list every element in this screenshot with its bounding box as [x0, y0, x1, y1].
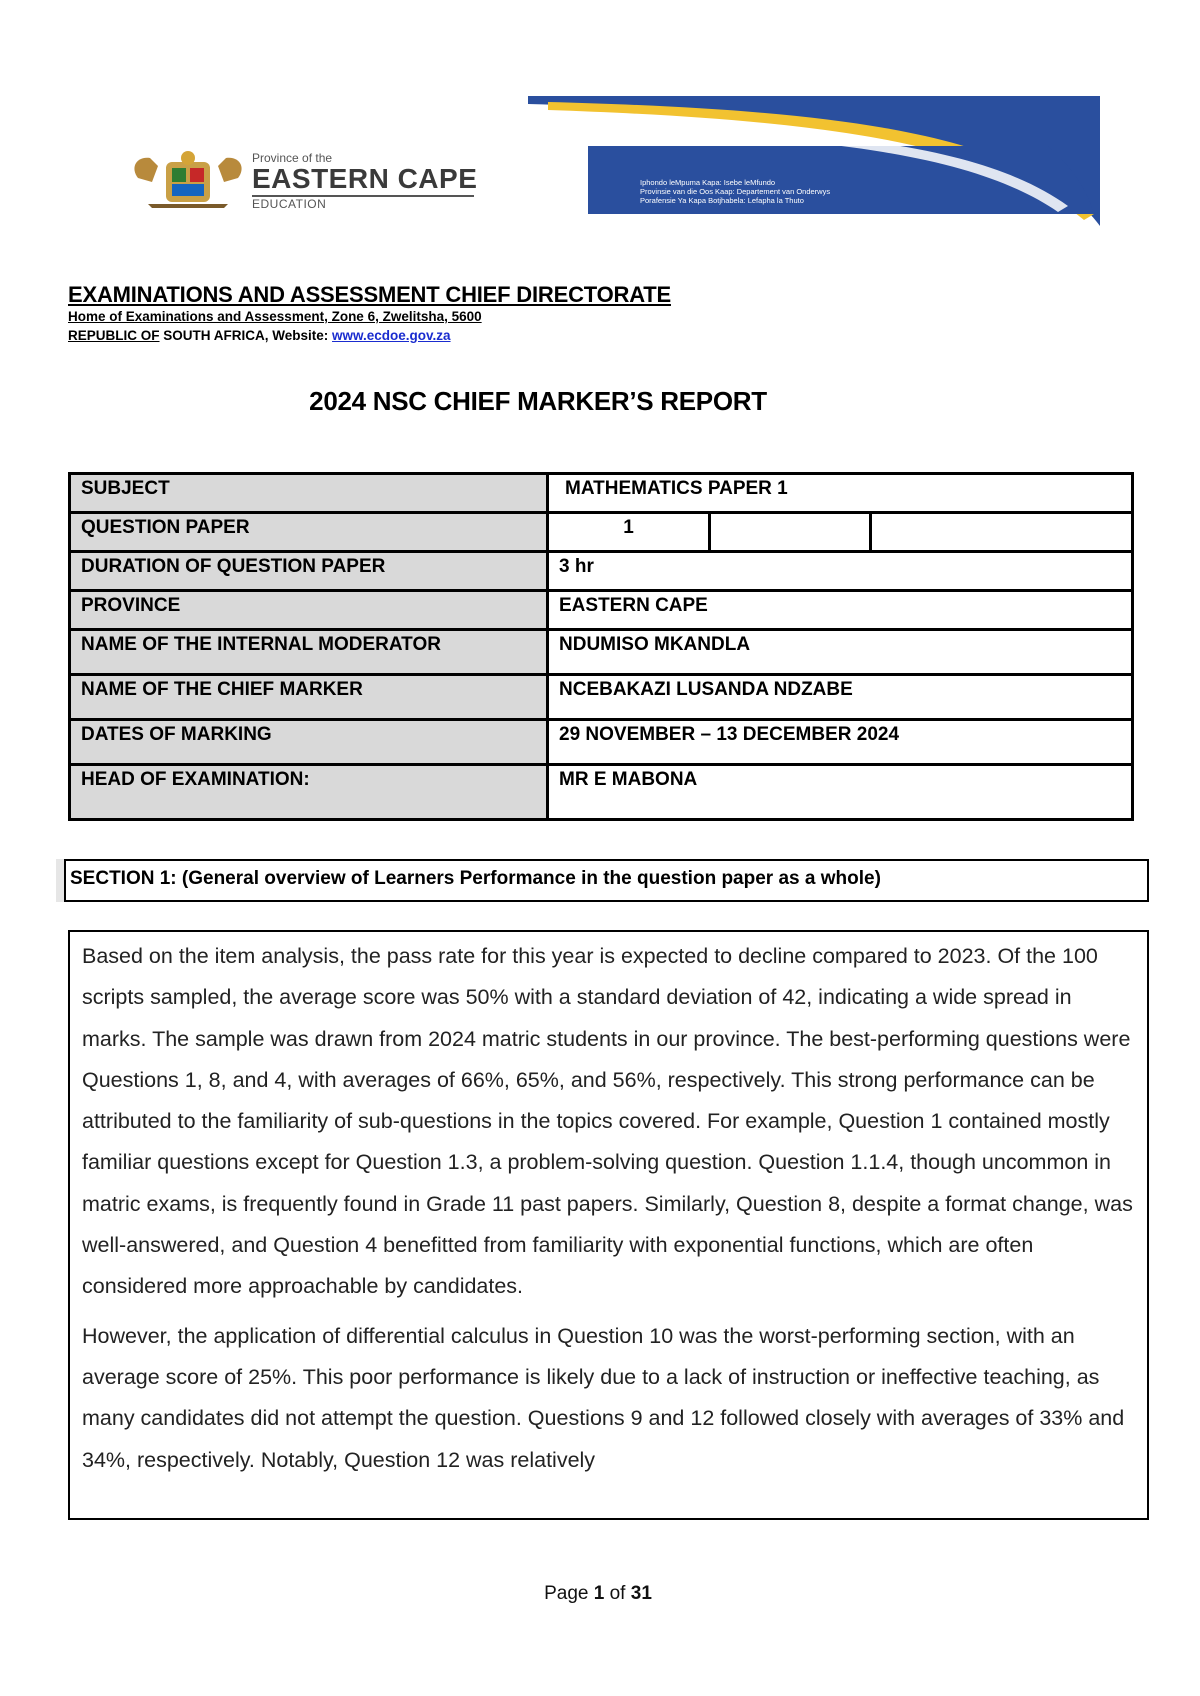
of-word: of	[609, 1583, 626, 1604]
page-number: 1	[593, 1583, 605, 1604]
subject-value-text: MATHEMATICS PAPER 1	[565, 478, 788, 499]
directorate-title: EXAMINATIONS AND ASSESSMENT CHIEF DIRECTORATE	[68, 282, 671, 307]
table-row	[70, 552, 1133, 591]
page-footer	[0, 1583, 1200, 1605]
logo-small-text: Province of the	[252, 151, 333, 165]
header-banner	[528, 96, 1100, 226]
table-row	[70, 474, 1133, 513]
moderator-value: NDUMISO MKANDLA	[548, 630, 1133, 675]
report-title	[0, 386, 1076, 417]
banner-line-3: Porafensie Ya Kapa Botjhabela: Lefapha la Thuto	[640, 196, 804, 205]
paragraph-2: However, the application of differential calculus in Question 10 was the worst-performing section, with an average score of 25%. This poor performance is likely due to a lack of instruction or ineffective teaching, as many candidates did not attempt the question. Questions 9 and 12 followed closely with averages of 33% and 34%, respectively. Notably, Question 12 was relatively	[82, 1323, 1125, 1472]
banner-text	[640, 178, 830, 205]
republic-prefix: REPUBLIC OF	[68, 328, 160, 343]
subject-label: SUBJECT	[70, 474, 548, 513]
province-logo	[252, 152, 477, 211]
province-label: PROVINCE	[70, 591, 548, 630]
table-row	[70, 720, 1133, 765]
province-value: EASTERN CAPE	[548, 591, 1133, 630]
coat-of-arms-icon	[128, 148, 248, 210]
logo-main-text: EASTERN CAPE	[252, 163, 478, 194]
chief-marker-value: NCEBAKAZI LUSANDA NDZABE	[548, 675, 1133, 720]
qp-value: 1	[549, 514, 711, 550]
chief-marker-label: NAME OF THE CHIEF MARKER	[70, 675, 548, 720]
republic-rest: SOUTH AFRICA, Website:	[159, 328, 333, 343]
banner-line-2: Provinsie van die Oos Kaap: Departement van Onderwys	[640, 187, 831, 196]
page-total: 31	[630, 1583, 652, 1604]
table-row	[70, 630, 1133, 675]
logo-sub-text: EDUCATION	[252, 197, 327, 211]
section-1-body	[68, 930, 1149, 1520]
table-row	[70, 765, 1133, 820]
report-info-table	[68, 472, 1134, 821]
qp-empty-cell-2	[872, 514, 1131, 550]
head-label: HEAD OF EXAMINATION:	[70, 765, 548, 820]
website-link[interactable]: www.ecdoe.gov.za	[332, 328, 451, 343]
moderator-label: NAME OF THE INTERNAL MODERATOR	[70, 630, 548, 675]
duration-label: DURATION OF QUESTION PAPER	[70, 552, 548, 591]
dates-value: 29 NOVEMBER – 13 DECEMBER 2024	[548, 720, 1133, 765]
directorate-website-line	[68, 328, 451, 343]
qp-value-cell	[548, 513, 1133, 552]
subject-value	[548, 474, 1133, 513]
duration-value: 3 hr	[548, 552, 1133, 591]
table-row	[70, 513, 1133, 552]
paragraph-1: Based on the item analysis, the pass rate for this year is expected to decline compared to 2023. Of the 100 scripts sampled, the average score was 50% with a standard deviation of 42, indicating a wide spread in marks. The sample was drawn from 2024 matric students in our province. The best-performing questions were Questions 1, 8, and 4, with averages of 66%, 65%, and 56%, respectively. This strong performance can be attributed to the familiarity of sub-questions in the topics covered. For example, Question 1 contained mostly familiar questions except for Question 1.3, a problem-solving question. Question 1.1.4, though uncommon in matric exams, is frequently found in Grade 11 past papers. Similarly, Question 8, despite a format change, was well-answered, and Question 4 benefitted from familiarity with exponential functions, which are often considered more approachable by candidates.	[82, 944, 1133, 1299]
dates-label: DATES OF MARKING	[70, 720, 548, 765]
section-heading-shade	[56, 859, 64, 902]
head-value: MR E MABONA	[548, 765, 1133, 820]
directorate-address: Home of Examinations and Assessment, Zone 6, Zwelitsha, 5600	[68, 309, 482, 324]
page-word: Page	[544, 1583, 589, 1604]
report-title-text: 2024 NSC CHIEF MARKER’S REPORT	[309, 386, 767, 416]
table-row	[70, 591, 1133, 630]
qp-empty-cell-1	[711, 514, 872, 550]
banner-line-1: Iphondo leMpuma Kapa: Isebe leMfundo	[640, 178, 776, 187]
table-row	[70, 675, 1133, 720]
qp-label: QUESTION PAPER	[70, 513, 548, 552]
section-1-heading: SECTION 1: (General overview of Learners Performance in the question paper as a whole)	[64, 859, 1149, 902]
